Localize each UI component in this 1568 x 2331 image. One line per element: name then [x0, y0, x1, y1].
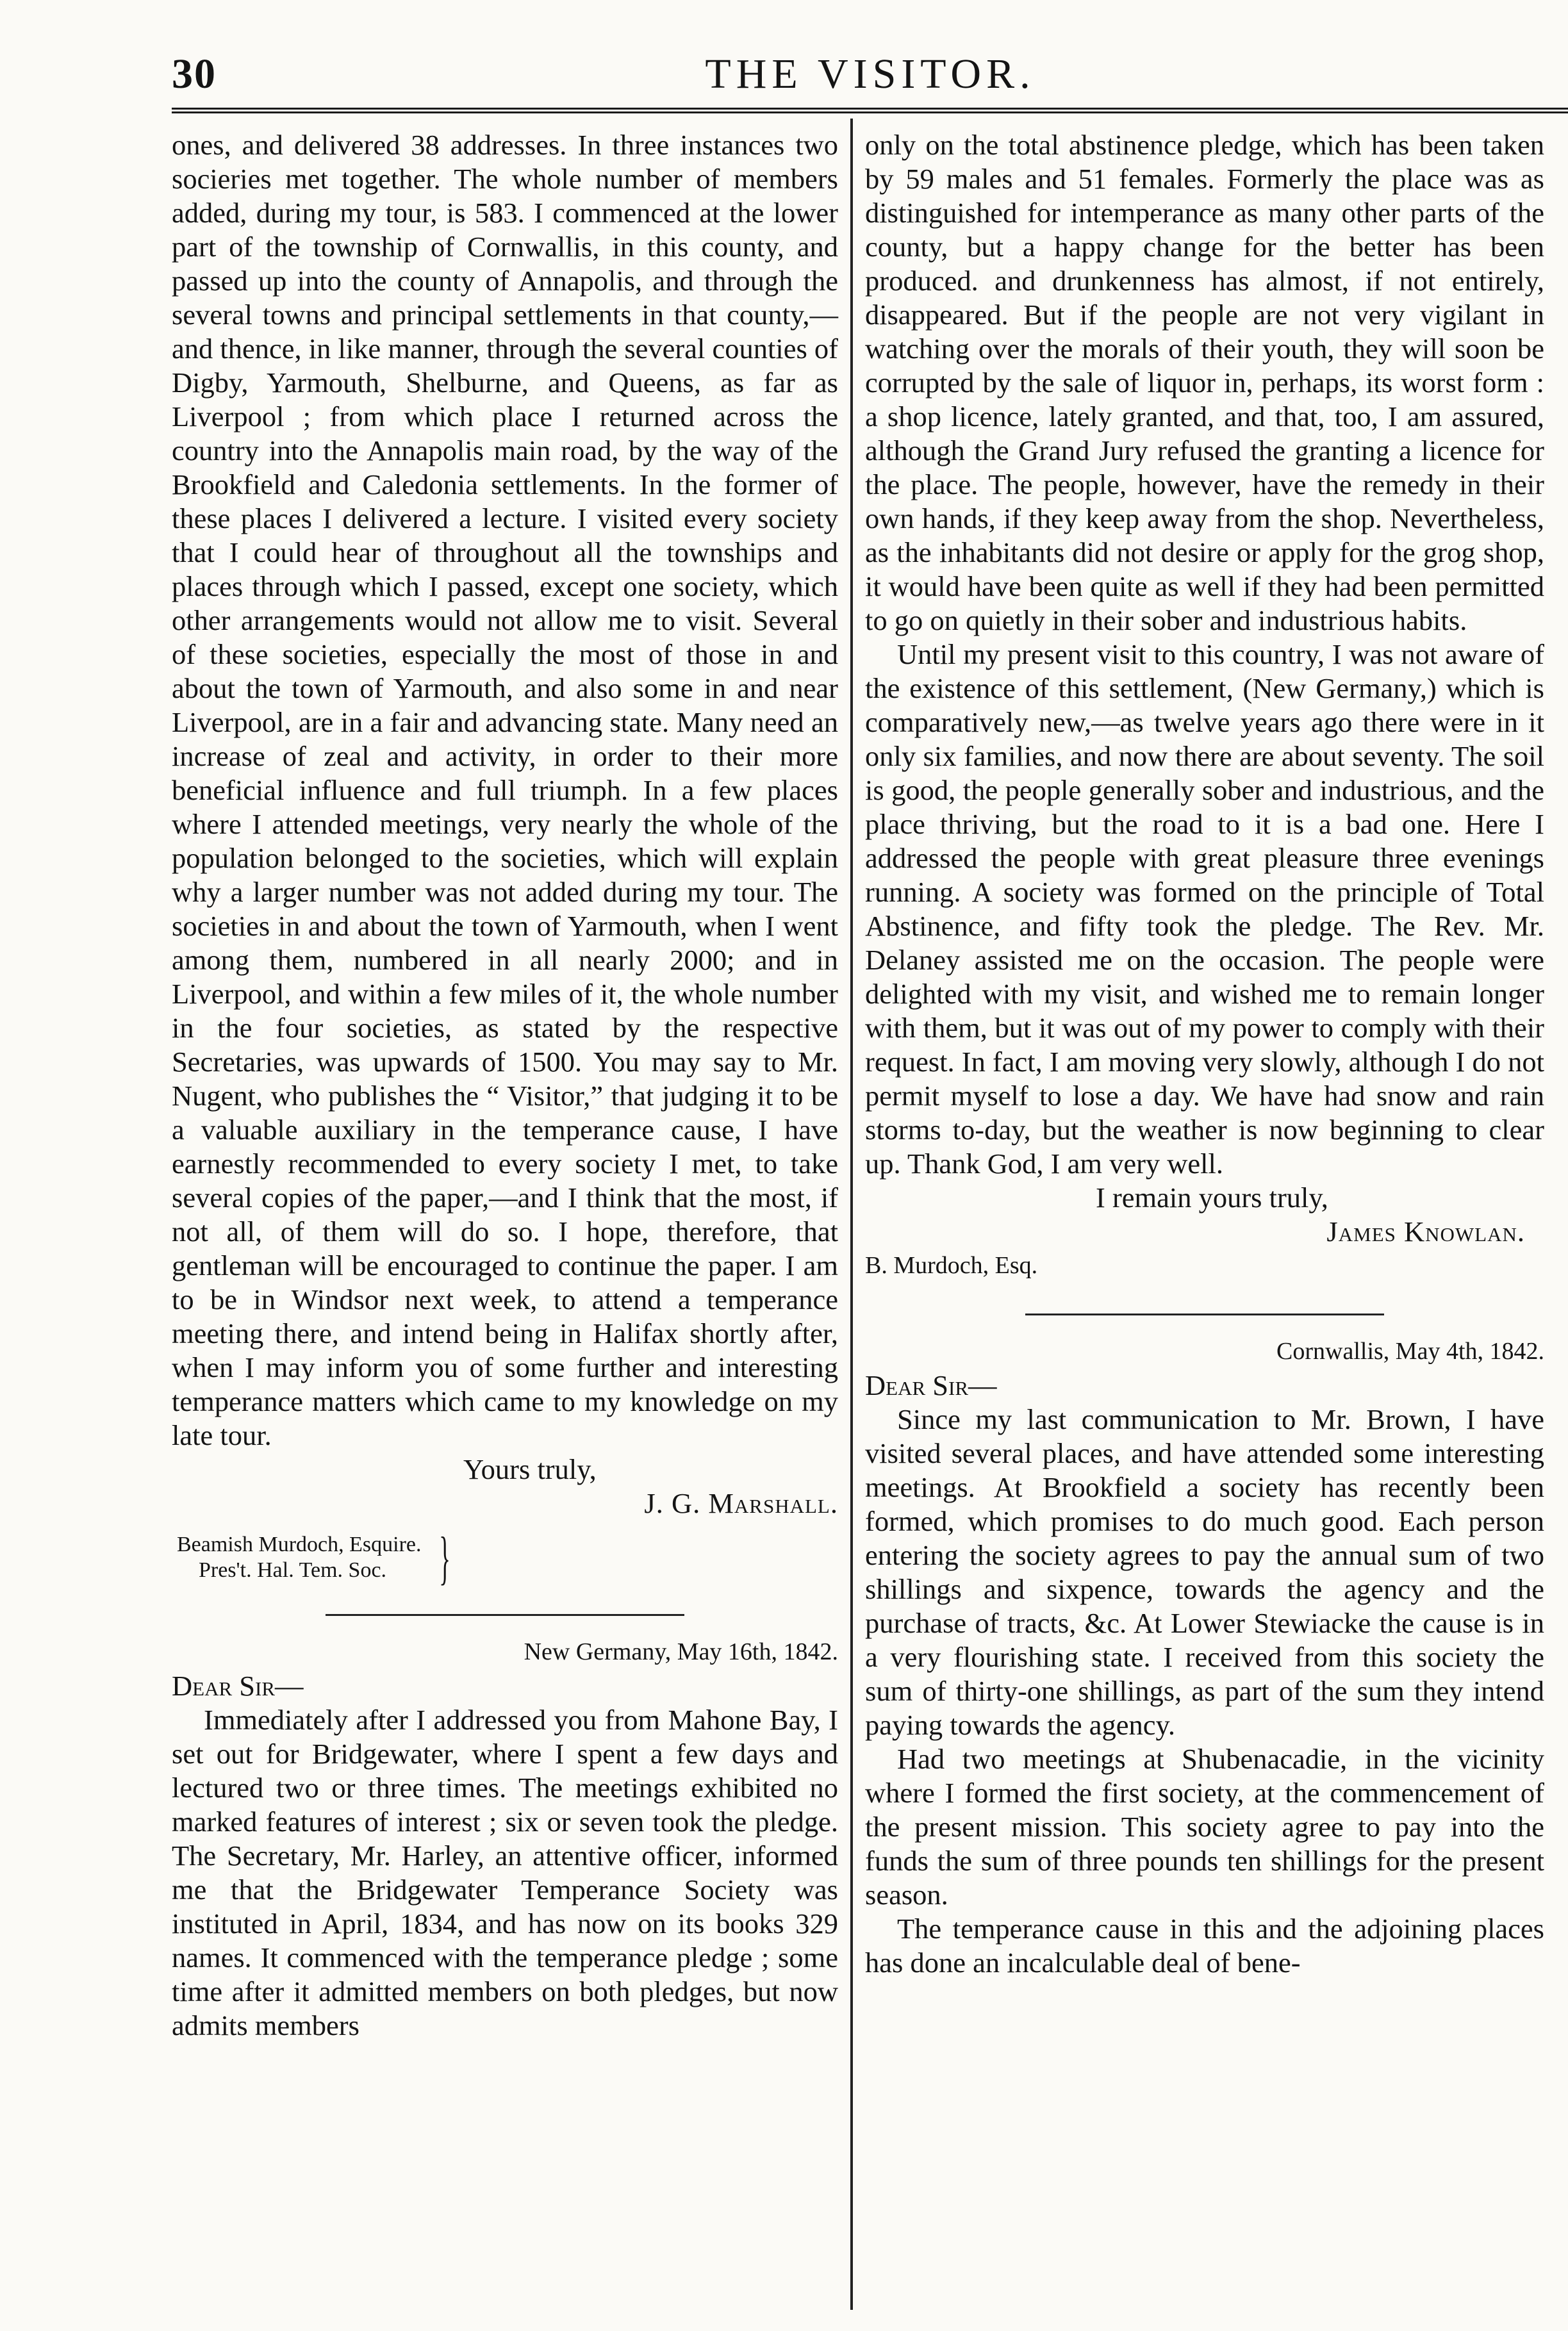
header-rule: [172, 108, 1568, 113]
page-number: 30: [172, 51, 217, 97]
letter2-paragraph-2: Until my present visit to this country, I was not aware of the existence of this settlement, (New Germany,) which is comparatively new,—as twelve years ago there were in it only six families, and now there are about seventy. The soil is good, the people generally sober and industrious, and the place thriving, but the road to it is a bad one. Here I addressed the people with great pleasure three evenings running. A society was formed on the principle of Total Abstinence, and fifty took the pledge. The Rev. Mr. Delaney assisted me on the occasion. The people were delighted with my visit, and wished me to remain longer with them, but it was out of my power to comply with their request. In fact, I am moving very slowly, although I do not permit myself to lose a day. We have had snow and rain storms to-day, but the weather is now beginning to clear up. Thank God, I am very well.: [865, 638, 1544, 1180]
letter-separator: [326, 1614, 684, 1616]
column-divider: [850, 119, 853, 2310]
right-column: [865, 128, 1544, 1980]
addressee-line-1: Beamish Murdoch, Esquire.: [177, 1533, 422, 1556]
letter2-recipient: B. Murdoch, Esq.: [865, 1252, 1038, 1279]
letter2-signature: James Knowlan.: [1326, 1215, 1525, 1248]
addressee-line-2: Pres't. Hal. Tem. Soc.: [199, 1558, 387, 1582]
letter3-salutation: Dear Sir—: [865, 1369, 997, 1401]
letter2-salutation: Dear Sir—: [172, 1670, 304, 1702]
letter2-dateline: New Germany, May 16th, 1842.: [524, 1638, 838, 1665]
letter3-paragraph-2: Had two meetings at Shubenacadie, in the vicinity where I formed the first society, at the commencement of the present mission. This society agree to pay into the funds the sum of three pounds ten shillings for the present season.: [865, 1743, 1544, 1911]
letter2-closing: I remain yours truly,: [1096, 1182, 1328, 1214]
left-column: [172, 128, 838, 2043]
page-header: [172, 50, 1568, 108]
letter1-addressee: [177, 1525, 838, 1590]
letter1-body: ones, and delivered 38 addresses. In three instances two socieries met together. The whole number of members added, during my tour, is 583. I commenced at the lower part of the township of Cornwallis, in this county, and passed up into the county of Annapolis, and through the several towns and principal settlements in that county,—and thence, in like manner, through the several counties of Digby, Yarmouth, Shelburne, and Queens, as far as Liverpool ; from which place I returned across the country into the Annapolis main road, by the way of the Brookfield and Caledonia settlements. In the former of these places I delivered a lecture. I visited every society that I could hear of throughout all the townships and places through which I passed, except one society, which other arrangements would not allow me to visit. Several of these societies, especially the most of those in and about the town of Yarmouth, and also some in and near Liverpool, are in a fair and advancing state. Many need an increase of zeal and activity, in order to their more beneficial influence and full triumph. In a few places where I attended meetings, very nearly the whole of the population belonged to the societies, which will explain why a larger number was not added during my tour. The societies in and about the town of Yarmouth, when I went among them, numbered in all nearly 2000; and in Liverpool, and within a few miles of it, the whole number in the four societies, as stated by the respective Secretaries, was upwards of 1500. You may say to Mr. Nugent, who publishes the “ Visitor,” that judging it to be a valuable auxiliary in the temperance cause, I have earnestly recommended to every society I met, to take several copies of the paper,—and I think that the most, if not all, of them will do so. I hope, therefore, that gentleman will be encouraged to continue the paper. I am to be in Windsor next week, to attend a temperance meeting there, and intend being in Halifax shortly after, when I may inform you of some further and interesting temperance matters which came to my knowledge on my late tour.: [172, 129, 838, 1451]
letter2-body-continued: only on the total abstinence pledge, which has been taken by 59 males and 51 females. Formerly the place was as distinguished for intemperance as many other parts of the county, but a happy change for the better has been produced. and drunkenness has almost, if not entirely, disappeared. But if the people are not very vigilant in watching over the morals of their youth, they will soon be corrupted by the sale of liquor in, perhaps, its worst form : a shop licence, lately granted, and that, too, I am assured, although the Grand Jury refused the granting a licence for the place. The people, however, have the remedy in their own hands, if they keep away from the shop. Nevertheless, as the inhabitants did not desire or apply for the grog shop, it would have been quite as well if they had been permitted to go on quietly in their sober and industrious habits.: [865, 129, 1544, 636]
letter2-body: Immediately after I addressed you from Mahone Bay, I set out for Bridgewater, where I spent a few days and lectured two or three times. The meetings exhibited no marked features of interest ; six or seven took the pledge. The Secretary, Mr. Harley, an attentive officer, informed me that the Bridgewater Temperance Society was instituted in April, 1834, and has now on its books 329 names. It commenced with the temperance pledge ; some time after it admitted members on both pledges, but now admits members: [172, 1704, 838, 2041]
letter3-paragraph-3: The temperance cause in this and the adjoining places has done an incalculable deal of bene-: [865, 1913, 1544, 1979]
letter3-paragraph-1: Since my last communication to Mr. Brown, I have visited several places, and have attended some interesting meetings. At Brookfield a society has recently been formed, which promises to do much good. Each person entering the society agrees to pay the annual sum of two shillings and sixpence, towards the agency and the purchase of tracts, &c. At Lower Stewiacke the cause is in a very flourishing state. I received from this society the sum of thirty-one shillings, as part of the sum they intend paying towards the agency.: [865, 1403, 1544, 1741]
letter-separator: [1025, 1314, 1384, 1315]
running-title: THE VISITOR.: [705, 51, 1036, 97]
letter3-dateline: Cornwallis, May 4th, 1842.: [1276, 1338, 1544, 1365]
letter1-closing: Yours truly,: [463, 1453, 597, 1485]
brace-glyph: }: [438, 1525, 450, 1590]
letter1-signature: J. G. Marshall.: [644, 1487, 838, 1519]
